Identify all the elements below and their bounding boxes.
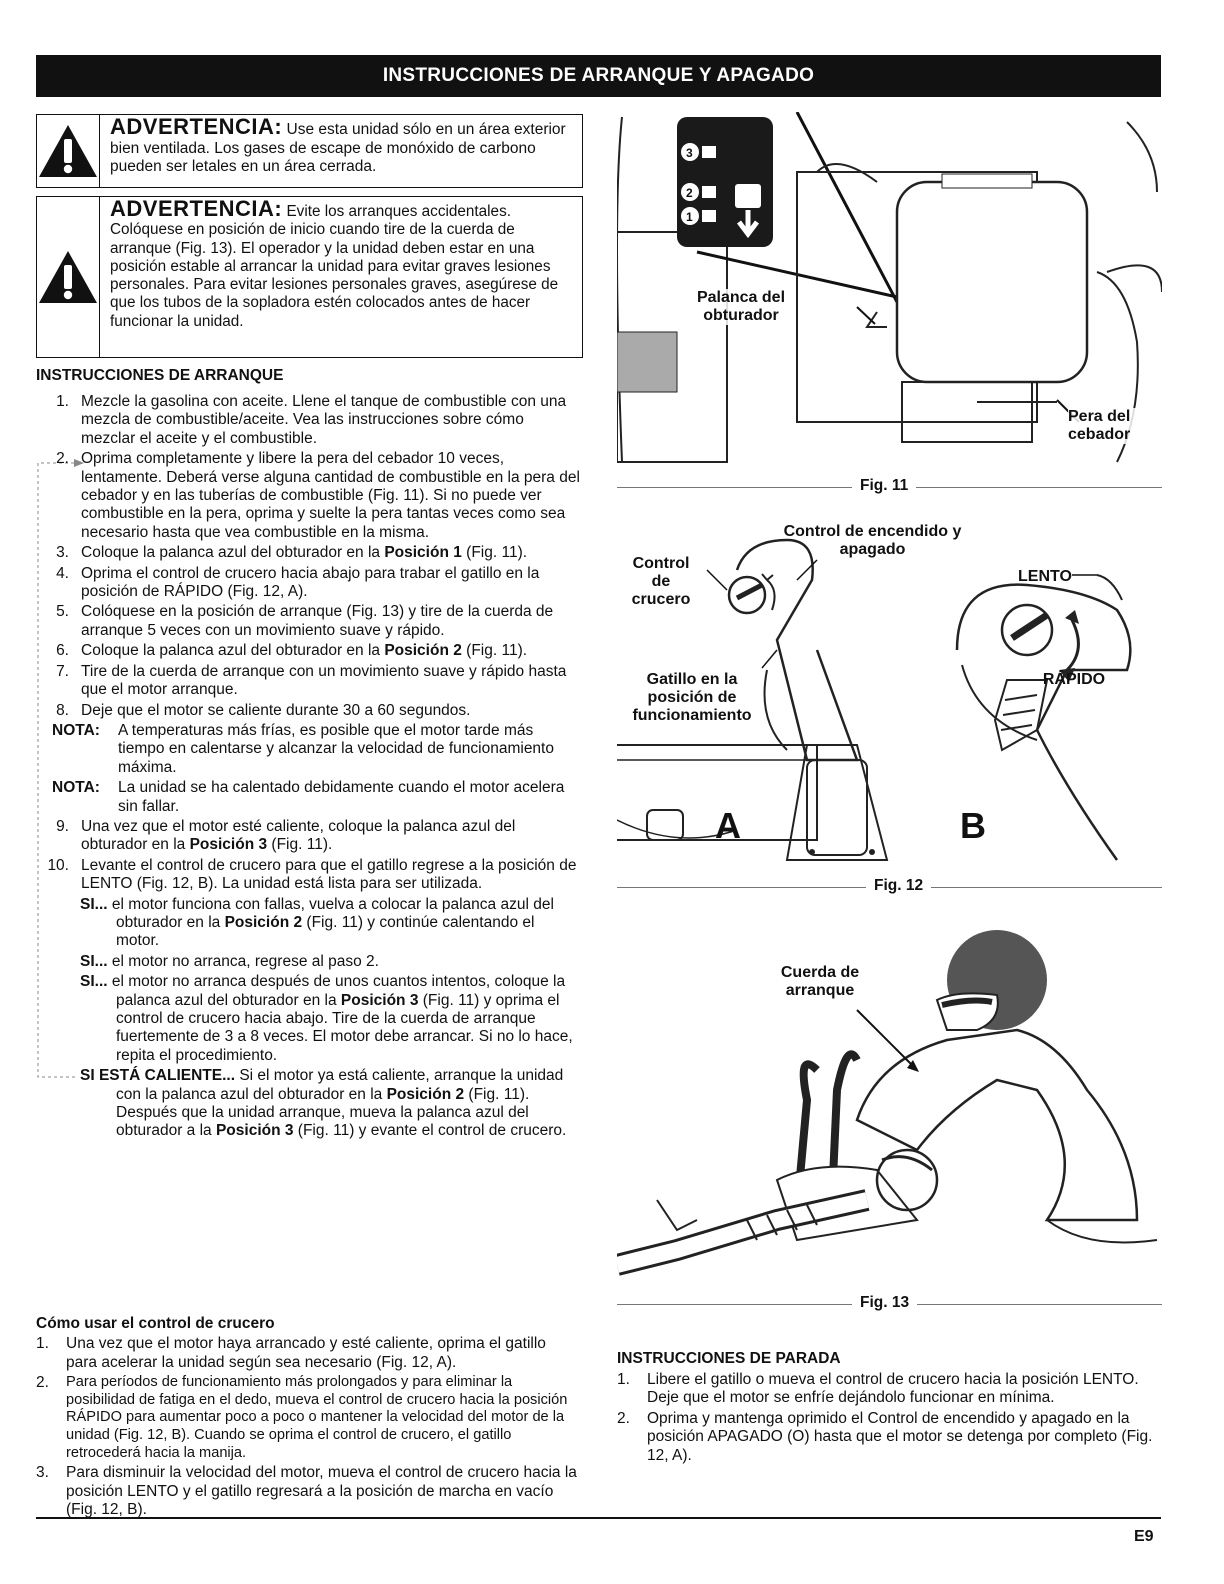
fig11-caption: Fig. 11 — [852, 477, 916, 495]
warning-icon — [37, 123, 99, 179]
cruise-heading: Cómo usar el control de crucero — [36, 1315, 275, 1332]
start-heading: INSTRUCCIONES DE ARRANQUE — [36, 367, 284, 384]
warning-body-1: Use esta unidad sólo en un área exterior bien ventilada. Los gases de escape de monóxido de carbono pueden ser letales en un área cerrada. — [110, 121, 566, 175]
label-b: B — [960, 805, 986, 846]
cruise-control-label: Control de crucero — [631, 555, 691, 608]
step-3: 3. Coloque la palanca azul del obturador en la Posición 1 (Fig. 11). — [56, 544, 528, 562]
slow-label: LENTO — [1018, 568, 1072, 585]
warning-icon — [37, 249, 99, 305]
step-5: 5. Colóquese en la posición de arranque (Fig. 13) y tire de la cuerda de arranque 5 veces con un movimiento suave y rápido. — [56, 603, 554, 639]
note-2: NOTA: La unidad se ha calentado debidamente cuando el motor acelera sin fallar. — [52, 779, 565, 815]
cruise-section — [36, 1315, 581, 1521]
label-a: A — [715, 805, 741, 846]
stop-step-2: 2. Oprima y mantenga oprimido el Control de encendido y apagado en la posición APAGADO (O) hasta que el motor se detenga por completo (Fig. 12, A). — [617, 1409, 1153, 1464]
stop-heading: INSTRUCCIONES DE PARADA — [617, 1350, 841, 1367]
if-warm: SI ESTÁ CALIENTE... Si el motor ya está caliente, arranque la unidad con la palanca azul del obturador en la Posición 2 (Fig. 11). Después que la unidad arranque, mueva la palanca azul del obturador a la Posición 3 (Fig. 11) y evante el control de crucero. — [80, 1067, 567, 1140]
note-1: NOTA: A temperaturas más frías, es posible que el motor tarde más tiempo en calentarse y alcanzar la velocidad de funcionamiento máxima. — [52, 721, 554, 776]
primer-bulb-label: Pera del cebador — [1068, 408, 1148, 444]
stop-step-1: 1. Libere el gatillo o mueva el control de crucero hacia la posición LENTO. Deje que el motor se enfríe dejándolo funcionar en mínima. — [617, 1371, 1139, 1407]
step-10: 10. Levante el control de crucero para que el gatillo regrese a la posición de LENTO (Fig. 12, B). La unidad está lista para ser utilizada. — [47, 856, 577, 893]
warning-text-1 — [100, 115, 582, 187]
cruise-step-3: 3. Para disminuir la velocidad del motor, mueva el control de crucero hacia la posición LENTO y el gatillo regresará a la posición de marcha en vacío (Fig. 12, B). — [36, 1464, 577, 1518]
warning-text-2 — [100, 197, 582, 357]
warning-icon-cell — [37, 115, 100, 187]
svg-text:3: 3 — [686, 146, 693, 160]
page-number: E9 — [1134, 1528, 1154, 1545]
if-misfire: SI... el motor funciona con fallas, vuelva a colocar la palanca azul del obturador en la Posición 2 (Fig. 11) y continúe calentando el motor. — [80, 895, 554, 950]
starter-rope-label: Cuerda de arranque — [766, 964, 874, 1000]
step-2: 2. Oprima completamente y libere la pera del cebador 10 veces, lentamente. Deberá verse alguna cantidad de combustible en la pera del cebador y en las tuberías de combustible (Fig. 11). Si no puede ver combustible en la pera, oprima y suelte la pera tantas veces como sea necesario hasta que vea combustible en la misma. — [56, 450, 580, 541]
warning-box-2 — [36, 196, 583, 358]
cruise-step-1: 1. Una vez que el motor haya arrancado y esté caliente, oprima el gatillo para acelerar la unidad según sea necesario (Fig. 12, A). — [36, 1335, 546, 1371]
choke-lever-label: Palanca del obturador — [686, 289, 796, 325]
warning-title-2: ADVERTENCIA: — [110, 196, 283, 221]
fast-label: RÁPIDO — [1042, 671, 1106, 688]
svg-text:2: 2 — [686, 186, 693, 200]
page-header: INSTRUCCIONES DE ARRANQUE Y APAGADO — [36, 55, 1161, 97]
step-7: 7. Tire de la cuerda de arranque con un movimiento suave y rápido hasta que el motor arranque. — [56, 662, 567, 699]
step-9: 9. Una vez que el motor esté caliente, coloque la palanca azul del obturador en la Posición 3 (Fig. 11). — [56, 817, 516, 854]
fig13-illustration — [617, 920, 1162, 1300]
warning-body-2: Evite los arranques accidentales. Colóquese en posición de inicio cuando tire de la cuerda de arranque (Fig. 13). El operador y la unidad deben estar en una posición estable al arrancar la unidad para evitar graves lesiones personales. Para evitar lesiones personales graves, asegúrese de que los tubos de la sopladora estén colocados antes de hacer funcionar la unidad. — [110, 203, 559, 330]
cruise-step-2: 2. Para períodos de funcionamiento más prolongados y para eliminar la posibilidad de fatiga en el dedo, mueva el control de crucero hacia la posición RÁPIDO para aumentar poco a poco o mantener la velocidad del motor de la unidad (Fig. 12, B). Cuando se oprima el control de crucero, el gatillo retrocederá hacia la manija. — [36, 1374, 568, 1461]
warning-title-1: ADVERTENCIA: — [110, 114, 283, 139]
on-off-control-label: Control de encendido y apagado — [783, 523, 962, 558]
fig13-caption: Fig. 13 — [852, 1294, 917, 1312]
step-8: 8. Deje que el motor se caliente durante 30 a 60 segundos. — [56, 701, 471, 719]
start-steps — [36, 393, 581, 1143]
warning-box-1 — [36, 114, 583, 188]
stop-section — [617, 1371, 1162, 1467]
footer-rule — [36, 1517, 1161, 1519]
svg-text:1: 1 — [686, 210, 693, 224]
fig12-caption: Fig. 12 — [866, 877, 931, 895]
if-no-start: SI... el motor no arranca, regrese al paso 2. — [80, 952, 379, 970]
step-1: 1. Mezcle la gasolina con aceite. Llene el tanque de combustible con una mezcla de combustible/aceite. Vea las instrucciones sobre cómo mezclar el aceite y el combustible. — [56, 393, 567, 447]
warning-icon-cell — [37, 197, 100, 357]
step-6: 6. Coloque la palanca azul del obturador en la Posición 2 (Fig. 11). — [56, 642, 528, 660]
trigger-position-label: Gatillo en la posición de funcionamiento — [632, 671, 752, 724]
step-4: 4. Oprima el control de crucero hacia abajo para trabar el gatillo en la posición de RÁPIDO (Fig. 12, A). — [56, 564, 540, 601]
if-no-start-after-tries: SI... el motor no arranca después de unos cuantos intentos, coloque la palanca azul del obturador en la Posición 3 (Fig. 11) y oprima el control de crucero hacia abajo. Tire de la cuerda de arranque fuertemente de 3 a 8 veces. El motor debe arrancar. Si no lo hace, repita el procedimiento. — [80, 973, 573, 1064]
